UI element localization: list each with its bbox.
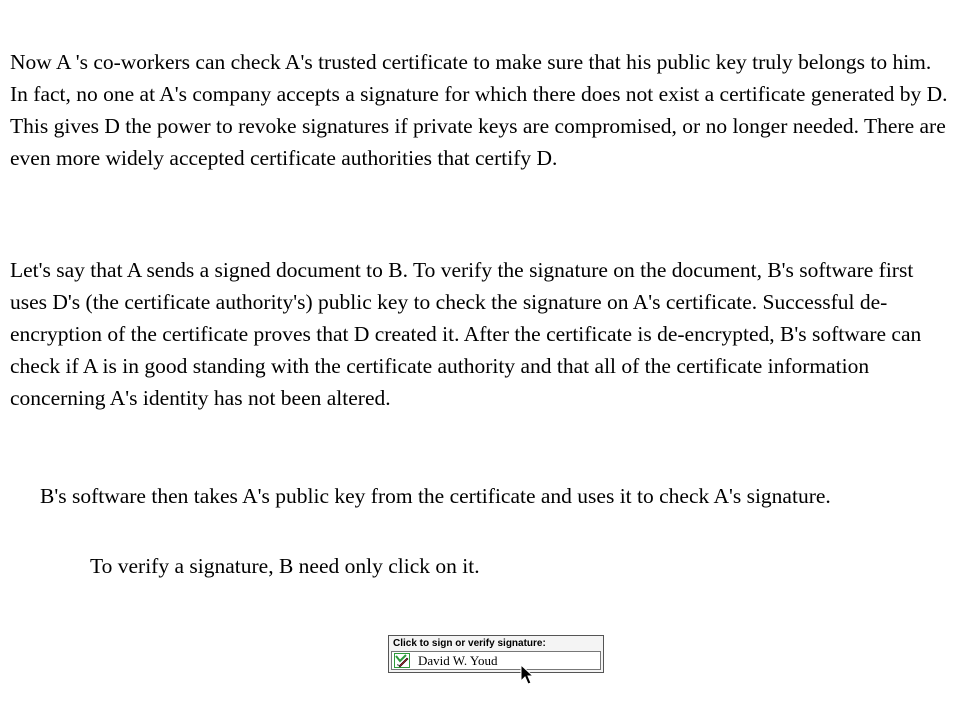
paragraph-public-key-check: B's software then takes A's public key from the certificate and uses it to check A's signature. — [40, 484, 831, 508]
signature-field[interactable] — [391, 651, 601, 670]
signer-name: David W. Youd — [418, 653, 498, 668]
paragraph-verify-signature-process: Let's say that A sends a signed document to B. To verify the signature on the document, B's software first uses D's (the certificate authority's) public key to check the signature on A's certificate. Successful de-encryption of the certificate proves that D created it. After the certificate is de-encrypted, B's software can check if A is in good standing with the certificate authority and that all of the certificate information concerning A's identity has not been altered. — [10, 258, 922, 410]
paragraph-trusted-certificate: Now A 's co-workers can check A's trusted certificate to make sure that his public key truly belongs to him. In fact, no one at A's company accepts a signature for which there does not exist a certificate generated by D. This gives D the power to revoke signatures if private keys are compromised, or no longer needed. There are even more widely accepted certificate authorities that certify D. — [10, 50, 948, 170]
signature-widget[interactable] — [388, 635, 604, 673]
signature-pen-icon[interactable] — [394, 653, 410, 668]
signature-prompt-label: Click to sign or verify signature: — [393, 638, 546, 649]
mouse-cursor-icon — [520, 664, 536, 686]
paragraph-click-to-verify: To verify a signature, B need only click on it. — [90, 554, 480, 578]
